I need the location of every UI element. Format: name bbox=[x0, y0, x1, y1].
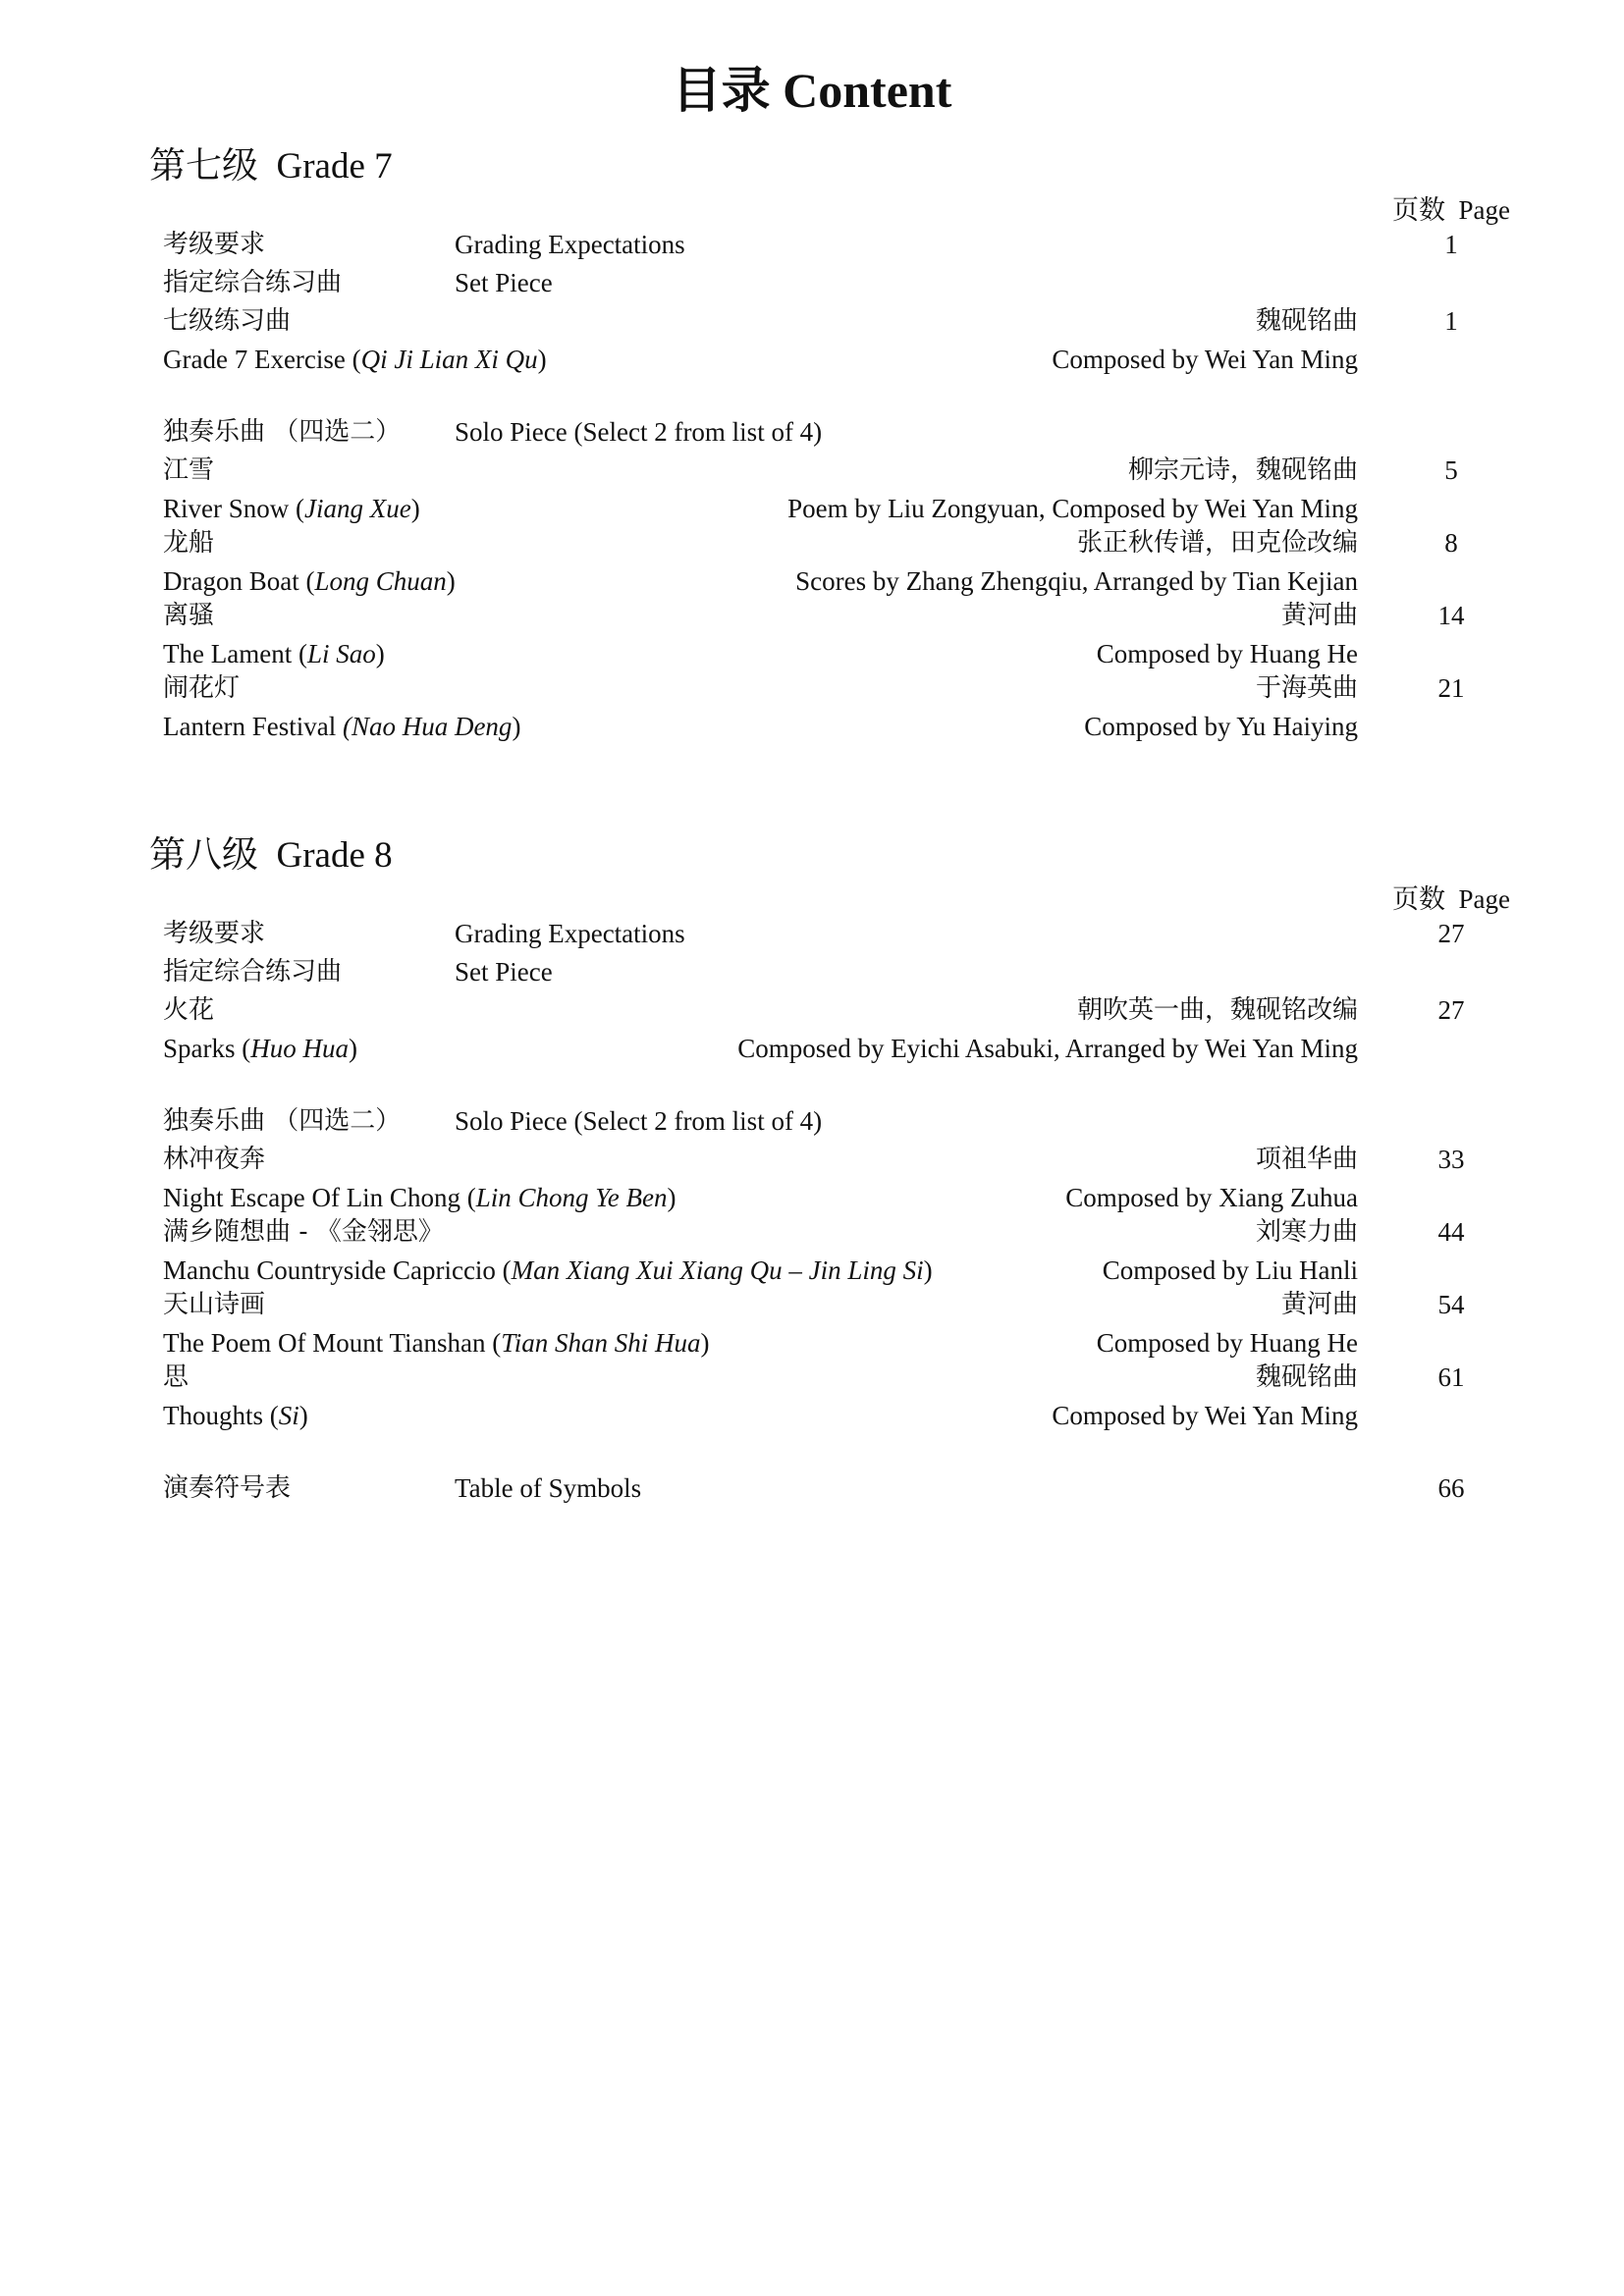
piece-credit-zh: 魏砚铭曲 bbox=[1255, 306, 1358, 336]
page-number: 61 bbox=[1437, 1362, 1465, 1392]
entry-title-zh: 考级要求 bbox=[163, 919, 266, 948]
grade-8-piece-1-zh bbox=[0, 1142, 1624, 1178]
piece-title-zh: 林冲夜奔 bbox=[163, 1145, 266, 1174]
page-number: 66 bbox=[1437, 1473, 1465, 1503]
grade-7-page-column-header bbox=[1392, 193, 1510, 228]
piece-credit-zh: 黄河曲 bbox=[1280, 1290, 1358, 1319]
piece-credit-zh: 刘寒力曲 bbox=[1255, 1217, 1358, 1247]
piece-title-en: The Poem Of Mount Tianshan (Tian Shan Shi Hua) bbox=[163, 1328, 710, 1358]
page-header-en: Page bbox=[1458, 884, 1510, 914]
piece-title-en: Manchu Countryside Capriccio (Man Xiang Xui Xiang Qu – Jin Ling Si) bbox=[163, 1255, 933, 1285]
grade-7-set-piece-row bbox=[0, 265, 1624, 301]
section-label-en: Solo Piece (Select 2 from list of 4) bbox=[455, 1106, 823, 1136]
piece-title-en: Thoughts (Si) bbox=[163, 1401, 308, 1430]
section-label-zh: 指定综合练习曲 bbox=[163, 957, 343, 987]
page-header-en: Page bbox=[1458, 195, 1510, 225]
piece-credit-zh: 项祖华曲 bbox=[1255, 1145, 1358, 1174]
page-number: 21 bbox=[1437, 673, 1465, 703]
page-number: 8 bbox=[1444, 528, 1458, 558]
section-label-en: Set Piece bbox=[455, 268, 553, 297]
section-label-zh: 独奏乐曲 （四选二） bbox=[163, 1106, 402, 1136]
page-header-zh: 页数 bbox=[1392, 884, 1446, 915]
piece-credit-en: Composed by Liu Hanli bbox=[1102, 1255, 1358, 1285]
piece-credit-zh: 张正秋传谱，田克俭改编 bbox=[1076, 528, 1358, 558]
piece-title-zh: 龙船 bbox=[163, 528, 215, 558]
piece-credit-en: Composed by Eyichi Asabuki, Arranged by Wei Yan Ming bbox=[737, 1034, 1358, 1063]
piece-credit-en: Composed by Wei Yan Ming bbox=[1052, 345, 1358, 374]
piece-credit-zh: 柳宗元诗，魏砚铭曲 bbox=[1127, 455, 1358, 485]
grade-8-piece-1-en bbox=[0, 1180, 1624, 1216]
entry-title-en: Grading Expectations bbox=[455, 919, 685, 948]
page-title bbox=[0, 61, 1624, 120]
grade-8-exercise-row-zh bbox=[0, 992, 1624, 1029]
page-number: 54 bbox=[1437, 1290, 1465, 1319]
piece-title-zh: 思 bbox=[163, 1362, 189, 1392]
grade-7-piece-4-en bbox=[0, 709, 1624, 745]
piece-title-en: Lantern Festival (Nao Hua Deng) bbox=[163, 712, 521, 741]
grade-7-piece-3-en bbox=[0, 636, 1624, 672]
piece-credit-zh: 魏砚铭曲 bbox=[1255, 1362, 1358, 1392]
piece-credit-en: Poem by Liu Zongyuan, Composed by Wei Yan Ming bbox=[787, 494, 1358, 523]
grade-7-piece-1-zh bbox=[0, 453, 1624, 489]
piece-credit-en: Composed by Yu Haiying bbox=[1084, 712, 1358, 741]
piece-title-en: River Snow (Jiang Xue) bbox=[163, 494, 420, 523]
entry-title-en: Table of Symbols bbox=[455, 1473, 642, 1503]
piece-credit-zh: 朝吹英一曲，魏砚铭改编 bbox=[1076, 995, 1358, 1025]
piece-credit-zh: 黄河曲 bbox=[1280, 601, 1358, 630]
piece-credit-en: Scores by Zhang Zhengqiu, Arranged by Tian Kejian bbox=[795, 566, 1358, 596]
grade-8-exercise-row-en bbox=[0, 1031, 1624, 1067]
grade-8-heading-en: Grade 8 bbox=[276, 835, 393, 876]
piece-title-en: Dragon Boat (Long Chuan) bbox=[163, 566, 456, 596]
page-header-zh: 页数 bbox=[1392, 195, 1446, 226]
piece-title-zh: 满乡随想曲 - 《金翎思》 bbox=[163, 1217, 444, 1247]
piece-title-zh: 天山诗画 bbox=[163, 1290, 266, 1319]
grade-7-exercise-row-zh bbox=[0, 303, 1624, 340]
grade-7-heading-zh: 第七级 bbox=[149, 144, 258, 187]
piece-title-zh: 火花 bbox=[163, 995, 215, 1025]
section-label-en: Set Piece bbox=[455, 957, 553, 987]
grade-8-heading bbox=[149, 832, 393, 879]
grade-7-exercise-row-en bbox=[0, 342, 1624, 378]
title-en: Content bbox=[783, 63, 952, 118]
entry-title-zh: 演奏符号表 bbox=[163, 1473, 292, 1503]
piece-title-en: Sparks (Huo Hua) bbox=[163, 1034, 357, 1063]
grade-7-piece-4-zh bbox=[0, 670, 1624, 707]
entry-title-zh: 考级要求 bbox=[163, 230, 266, 259]
piece-title-zh: 闹花灯 bbox=[163, 673, 241, 703]
page-number: 1 bbox=[1444, 230, 1458, 259]
page-number: 14 bbox=[1437, 601, 1465, 630]
piece-title-en: The Lament (Li Sao) bbox=[163, 639, 385, 668]
piece-title-en: Night Escape Of Lin Chong (Lin Chong Ye Ben) bbox=[163, 1183, 677, 1212]
grade-7-heading bbox=[149, 143, 393, 189]
page-number: 44 bbox=[1437, 1217, 1465, 1247]
section-label-zh: 指定综合练习曲 bbox=[163, 268, 343, 297]
grade-7-heading-en: Grade 7 bbox=[276, 146, 393, 187]
piece-title-zh: 七级练习曲 bbox=[163, 306, 292, 336]
piece-credit-en: Composed by Huang He bbox=[1096, 639, 1358, 668]
page-number: 1 bbox=[1444, 306, 1458, 336]
entry-title-en: Grading Expectations bbox=[455, 230, 685, 259]
grade-7-piece-3-zh bbox=[0, 598, 1624, 634]
section-label-zh: 独奏乐曲 （四选二） bbox=[163, 417, 402, 447]
page-number: 27 bbox=[1437, 995, 1465, 1025]
title-zh: 目录 bbox=[672, 62, 771, 119]
grade-8-piece-3-zh bbox=[0, 1287, 1624, 1323]
grade-8-solo-heading-row bbox=[0, 1103, 1624, 1140]
grade-8-piece-4-en bbox=[0, 1398, 1624, 1434]
table-of-symbols-row bbox=[0, 1470, 1624, 1507]
grade-8-piece-2-zh bbox=[0, 1214, 1624, 1251]
grade-8-set-piece-row bbox=[0, 954, 1624, 990]
piece-title-zh: 江雪 bbox=[163, 455, 215, 485]
grade-7-piece-2-zh bbox=[0, 525, 1624, 561]
piece-title-en: Grade 7 Exercise (Qi Ji Lian Xi Qu) bbox=[163, 345, 547, 374]
grade-8-page-column-header bbox=[1392, 882, 1510, 917]
piece-credit-zh: 于海英曲 bbox=[1255, 673, 1358, 703]
grade-7-piece-2-en bbox=[0, 563, 1624, 600]
grade-7-grading-expectations-row bbox=[0, 227, 1624, 263]
grade-8-grading-expectations-row bbox=[0, 916, 1624, 952]
piece-credit-en: Composed by Xiang Zuhua bbox=[1065, 1183, 1358, 1212]
page-number: 33 bbox=[1437, 1145, 1465, 1174]
piece-credit-en: Composed by Huang He bbox=[1096, 1328, 1358, 1358]
grade-8-piece-4-zh bbox=[0, 1360, 1624, 1396]
page-number: 27 bbox=[1437, 919, 1465, 948]
grade-7-piece-1-en bbox=[0, 491, 1624, 527]
section-label-en: Solo Piece (Select 2 from list of 4) bbox=[455, 417, 823, 447]
piece-credit-en: Composed by Wei Yan Ming bbox=[1052, 1401, 1358, 1430]
grade-8-piece-3-en bbox=[0, 1325, 1624, 1362]
piece-title-zh: 离骚 bbox=[163, 601, 215, 630]
grade-8-piece-2-en bbox=[0, 1253, 1624, 1289]
grade-8-heading-zh: 第八级 bbox=[149, 833, 258, 876]
grade-7-solo-heading-row bbox=[0, 414, 1624, 451]
page-number: 5 bbox=[1444, 455, 1458, 485]
